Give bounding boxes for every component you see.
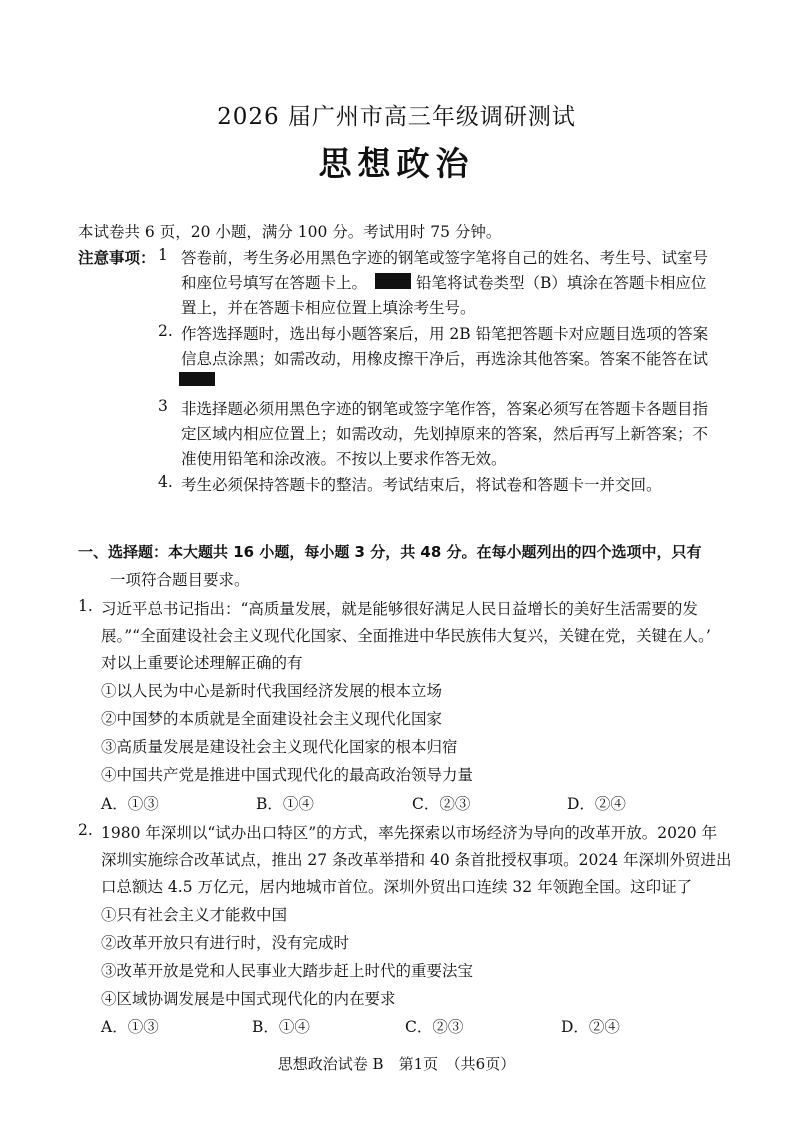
page-footer [0,1053,793,1074]
subject-title: 思想政治 [318,144,475,183]
exam-title: 2026 届广州市高三年级调研测试 [217,104,576,130]
q1-option-d: D．②④ [567,795,626,813]
q2-statement-3: ③改革开放是党和人民事业大踏步赶上时代的重要法宝 [101,962,474,980]
intro-text: 本试卷共 6 页，20 小题，满分 100 分。考试用时 75 分钟。 [78,223,502,241]
q2-option-d: D．②④ [561,1018,620,1036]
note-1-line-1: 答卷前，考生务必用黑色字迹的钢笔或签字笔将自己的姓名、考生号、试室号 [181,249,709,267]
footer-text-c: 页） [485,1055,516,1073]
q2-stem-line-2: 深圳实施综合改革试点，推出 27 条改革举措和 40 条首批授权事项。2024 年深圳外贸进出 [101,851,732,869]
q2-stem-line-1: 1980 年深圳以“试办出口特区”的方式，率先探索以市场经济为导向的改革开放。2020 年 [101,824,718,842]
q2-option-b: B．①④ [252,1018,310,1036]
footer-text-b: 页 （共 [423,1055,476,1073]
q1-option-a: A．①③ [101,795,159,813]
q1-stem-line-3: 对以上重要论述理解正确的有 [101,654,303,672]
note-2-line-2: 信息点涂黑；如需改动，用橡皮擦干净后，再选涂其他答案。答案不能答在试 [181,350,709,368]
note-2-number: 2. [158,322,173,340]
q2-statement-1: ①只有社会主义才能救中国 [101,906,288,924]
note-1-line-2a: 和座位号填写在答题卡上。 [181,274,368,292]
section-1-heading-cont: 一项符合题目要求。 [110,571,250,589]
q1-stem-line-1: 习近平总书记指出：“高质量发展，就是能够很好满足人民日益增长的美好生活需要的发 [101,600,698,618]
note-1-line-2b: 铅笔将试卷类型（B）填涂在答题卡相应位 [416,274,707,292]
q2-stem-line-3: 口总额达 4.5 万亿元，居内地城市首位。深圳外贸出口连续 32 年领跑全国。这印证了 [101,878,693,896]
q1-statement-1: ①以人民为中心是新时代我国经济发展的根本立场 [101,682,443,700]
q2-option-c: C．②③ [405,1018,464,1036]
q1-number: 1. [78,597,93,615]
redaction-block [179,372,215,386]
q1-statement-4: ④中国共产党是推进中国式现代化的最高政治领导力量 [101,766,474,784]
note-1-line-3: 置上，并在答题卡相应位置上填涂考生号。 [181,299,476,317]
q1-statement-3: ③高质量发展是建设社会主义现代化国家的根本归宿 [101,738,458,756]
note-1-number: 1 [158,246,168,264]
note-4-number: 4. [158,473,173,491]
q1-option-c: C．②③ [412,795,471,813]
notes-label: 注意事项： [78,249,156,267]
note-3-line-3: 准使用铅笔和涂改液。不按以上要求作答无效。 [181,450,507,468]
q1-stem-line-2: 展。”“全面建设社会主义现代化国家、全面推进中华民族伟大复兴，关键在党，关键在人。’ [101,627,711,645]
redaction-block [375,273,411,289]
note-3-line-1: 非选择题必须用黑色字迹的钢笔或签字笔作答，答案必须写在答题卡各题目指 [181,400,709,418]
footer-page-number: 1 [413,1055,424,1073]
note-4-line-1: 考生必须保持答题卡的整洁。考试结束后，将试卷和答题卡一并交回。 [181,476,662,494]
note-3-line-2: 定区域内相应位置上；如需改动，先划掉原来的答案，然后再写上新答案；不 [181,425,709,443]
q2-statement-4: ④区域协调发展是中国式现代化的内在要求 [101,990,396,1008]
q1-statement-2: ②中国梦的本质就是全面建设社会主义现代化国家 [101,710,443,728]
footer-total-pages: 6 [475,1055,486,1073]
q2-option-a: A．①③ [101,1018,159,1036]
note-2-line-1: 作答选择题时，选出每小题答案后，用 2B 铅笔把答题卡对应题目选项的答案 [181,325,709,343]
section-1-heading: 一、选择题：本大题共 16 小题，每小题 3 分，共 48 分。在每小题列出的四个选项中，只有 [78,543,702,561]
footer-text-a: 思想政治试卷 B 第 [277,1055,414,1073]
q2-number: 2. [78,821,93,839]
q2-statement-2: ②改革开放只有进行时，没有完成时 [101,934,350,952]
q1-option-b: B．①④ [256,795,314,813]
note-3-number: 3 [158,397,168,415]
